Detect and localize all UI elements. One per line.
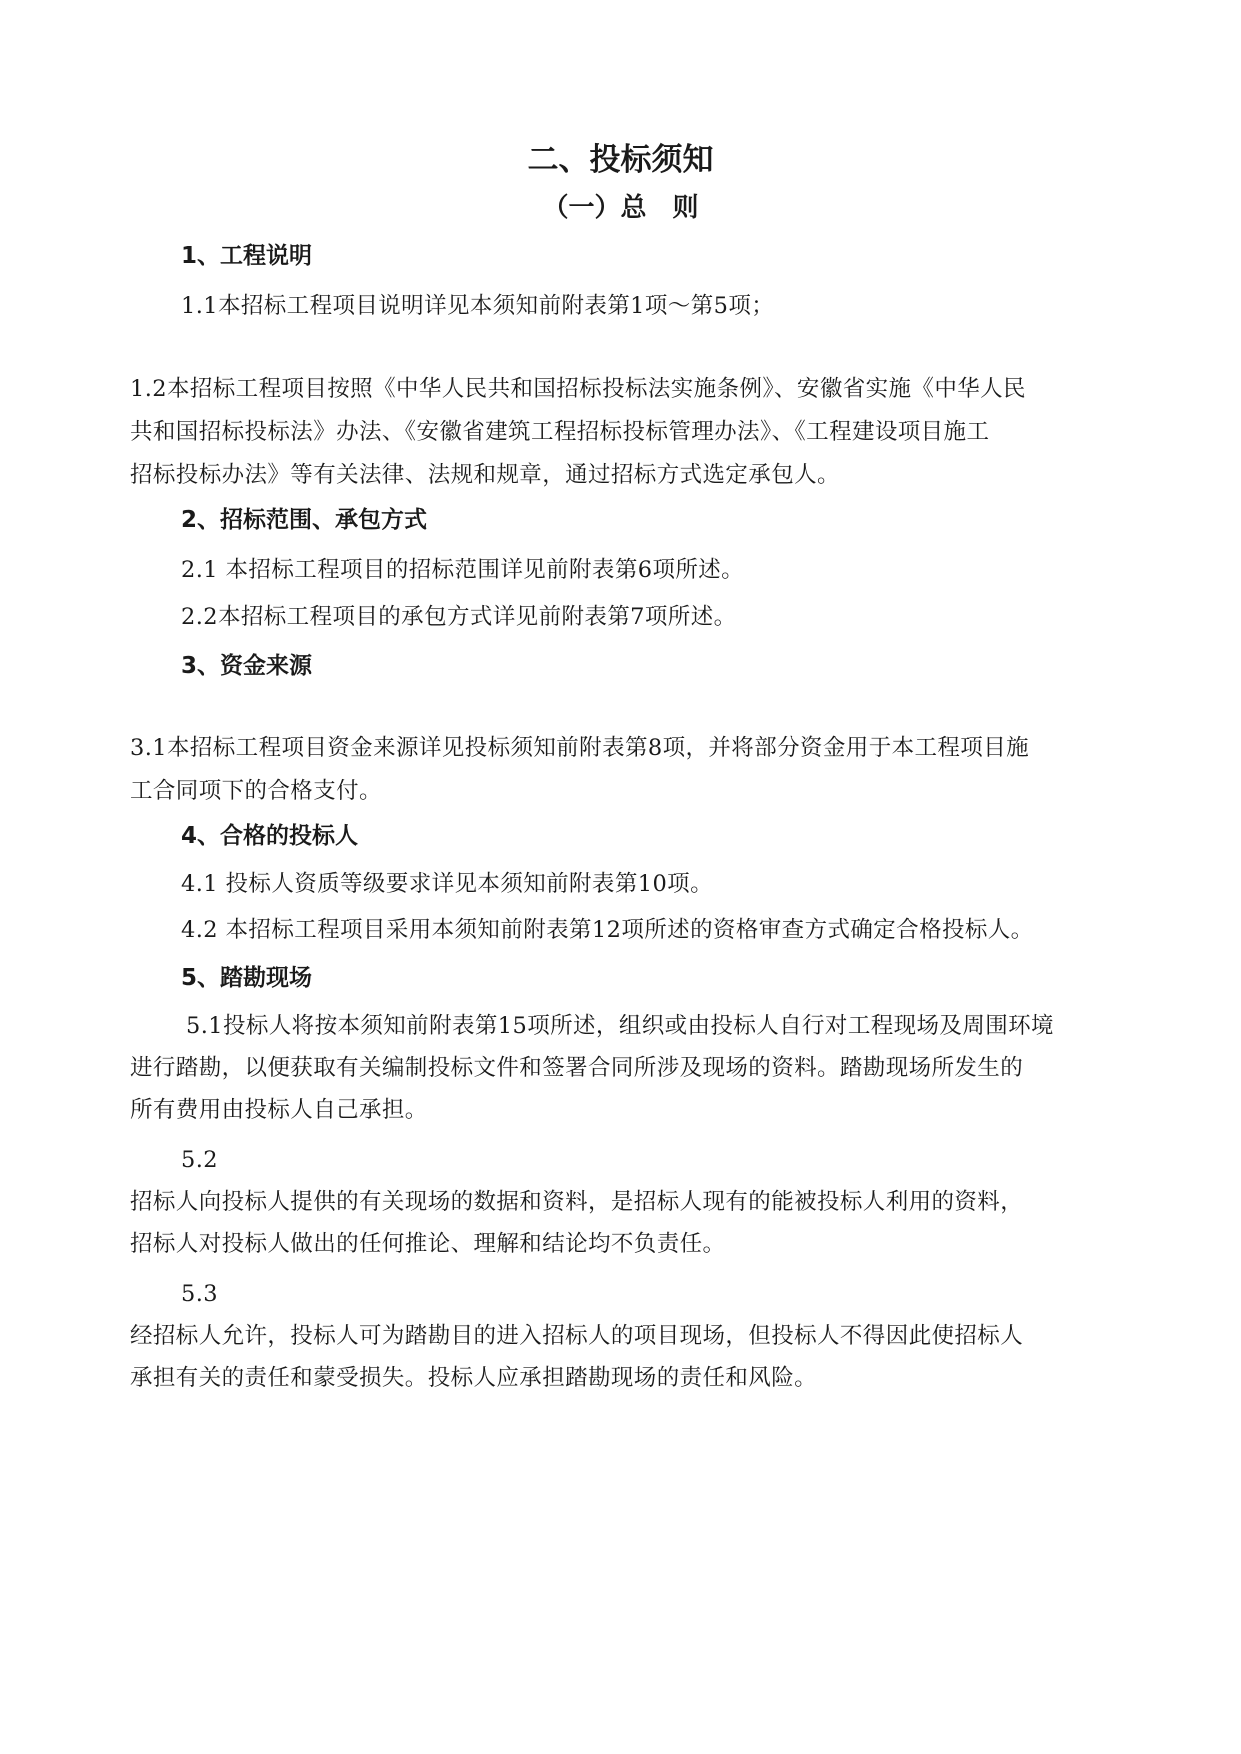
paragraph-5-1-line-1: 5.1投标人将按本须知前附表第15项所述，组织或由投标人自行对工程现场及周围环境	[186, 1013, 1054, 1039]
section-heading-bidding-scope: 2、招标范围、承包方式	[181, 507, 428, 533]
paragraph-5-2-number: 5.2	[181, 1147, 218, 1173]
paragraph-5-3-line-1: 经招标人允许，投标人可为踏勘目的进入招标人的项目现场，但投标人不得因此使招标人	[130, 1323, 1024, 1349]
paragraph-1-2-line-2: 共和国招标投标法》办法、《安徽省建筑工程招标投标管理办法》、《工程建设项目施工	[130, 419, 990, 445]
paragraph-5-1-line-3: 所有费用由投标人自己承担。	[130, 1097, 428, 1123]
section-heading-qualified-bidder: 4、合格的投标人	[181, 823, 359, 849]
paragraph-1-2-line-1: 1.2本招标工程项目按照《中华人民共和国招标投标法实施条例》、安徽省实施《中华人民	[130, 376, 1026, 402]
paragraph-5-3-number: 5.3	[181, 1281, 218, 1307]
section-heading-funding-source: 3、资金来源	[181, 653, 313, 679]
paragraph-2-1: 2.1 本招标工程项目的招标范围详见前附表第6项所述。	[181, 557, 745, 583]
section-heading-engineering-description: 1、工程说明	[181, 243, 313, 269]
paragraph-2-2: 2.2本招标工程项目的承包方式详见前附表第7项所述。	[181, 604, 737, 630]
paragraph-4-2: 4.2 本招标工程项目采用本须知前附表第12项所述的资格审查方式确定合格投标人。	[181, 917, 1034, 943]
page-title: 二、投标须知	[527, 142, 714, 178]
paragraph-1-2-line-3: 招标投标办法》等有关法律、法规和规章，通过招标方式选定承包人。	[130, 462, 840, 488]
section-heading-site-survey: 5、踏勘现场	[181, 965, 313, 991]
paragraph-3-1-line-2: 工合同项下的合格支付。	[130, 778, 382, 804]
paragraph-5-2-line-2: 招标人对投标人做出的任何推论、理解和结论均不负责任。	[130, 1231, 726, 1257]
paragraph-4-1: 4.1 投标人资质等级要求详见本须知前附表第10项。	[181, 871, 713, 897]
paragraph-3-1-line-1: 3.1本招标工程项目资金来源详见投标须知前附表第8项，并将部分资金用于本工程项目施	[130, 735, 1029, 761]
paragraph-5-1-line-2: 进行踏勘，以便获取有关编制投标文件和签署合同所涉及现场的资料。踏勘现场所发生的	[130, 1055, 1024, 1081]
paragraph-1-1: 1.1本招标工程项目说明详见本须知前附表第1项～第5项；	[181, 293, 775, 319]
page-subtitle: （一）总 则	[542, 193, 699, 223]
paragraph-5-3-line-2: 承担有关的责任和蒙受损失。投标人应承担踏勘现场的责任和风险。	[130, 1365, 818, 1391]
paragraph-5-2-line-1: 招标人向投标人提供的有关现场的数据和资料，是招标人现有的能被投标人利用的资料，	[130, 1189, 1024, 1215]
